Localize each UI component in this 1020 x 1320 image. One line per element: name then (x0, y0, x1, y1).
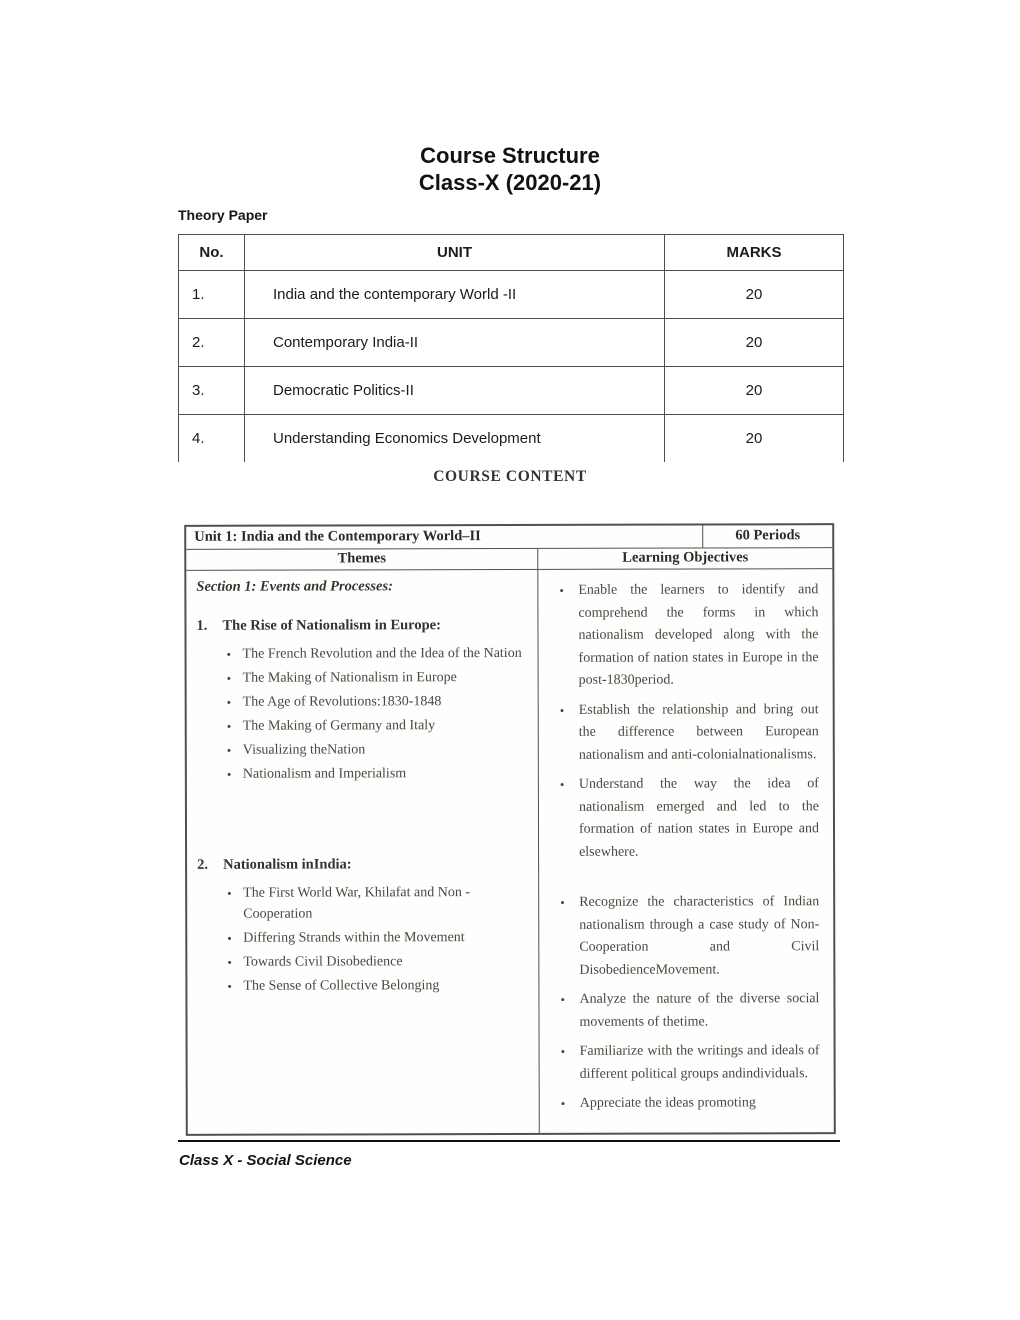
theory-paper-label: Theory Paper (178, 207, 268, 223)
unit-name: Contemporary India-II (245, 319, 665, 367)
unit-marks: 20 (665, 367, 844, 415)
marks-table (178, 234, 844, 462)
unit-marks: 20 (665, 319, 844, 367)
objective-item: • Analyze the nature of the diverse social movements of thetime. (579, 988, 819, 1034)
topic-2-bullets (197, 882, 524, 997)
row-number: 2. (179, 319, 245, 367)
topic-1-number: 1. (196, 617, 208, 634)
theme-bullet: • Differing Strands within the Movement (243, 927, 524, 949)
objective-item: • Appreciate the ideas promoting (580, 1092, 820, 1115)
footer-divider (178, 1140, 840, 1142)
row-number: 4. (179, 415, 245, 463)
marks-table-header-row (179, 235, 844, 271)
theme-bullet: • The Making of Nationalism in Europe (243, 667, 524, 689)
objective-item: • Understand the way the idea of nationalism emerged and led to the formation of nation states in Europe and elsewhere. (579, 773, 819, 864)
topic-2-heading: Nationalism inIndia: (223, 856, 352, 873)
theme-bullet: • The First World War, Khilafat and Non - Cooperation (243, 882, 524, 925)
unit-header: Unit 1: India and the Contemporary World–II (194, 528, 481, 545)
row-number: 3. (179, 367, 245, 415)
topic-1-title (196, 617, 523, 635)
table-row (179, 271, 844, 319)
topic-2 (197, 856, 524, 997)
unit-marks: 20 (665, 271, 844, 319)
row-number: 1. (179, 271, 245, 319)
objective-item: • Enable the learners to identify and comprehend the forms in which nationalism developed along with the formation of nation states in Europe in the post-1830period. (578, 579, 818, 692)
topic-2-title (197, 856, 524, 874)
objectives-column (538, 569, 833, 1132)
theme-bullet: • Towards Civil Disobedience (243, 951, 524, 973)
section-label: Section 1: Events and Processes: (196, 578, 393, 595)
unit-marks: 20 (665, 415, 844, 463)
marks-table-header-no: No. (179, 235, 245, 271)
theme-bullet: • The Making of Germany and Italy (243, 715, 524, 737)
course-content-table (184, 523, 836, 1135)
objective-item: • Establish the relationship and bring out the difference between European nationalism and anti-colonialnationalisms. (579, 699, 819, 767)
objective-item: • Familiarize with the writings and ideals of different political groups andindividuals. (580, 1040, 820, 1086)
unit-name: Democratic Politics-II (245, 367, 665, 415)
topic-1-bullets (197, 643, 524, 785)
theme-bullet: • The French Revolution and the Idea of the Nation (243, 643, 524, 665)
content-table-body (186, 569, 833, 1133)
table-row (179, 415, 844, 463)
topic-1-heading: The Rise of Nationalism in Europe: (222, 617, 441, 634)
themes-column-header: Themes (186, 549, 538, 570)
title-line-1: Course Structure (420, 143, 600, 168)
content-table-header-row (186, 525, 832, 550)
footer-label: Class X - Social Science (179, 1152, 352, 1169)
periods-label: 60 Periods (702, 525, 832, 547)
unit-name: Understanding Economics Development (245, 415, 665, 463)
content-table-subheader-row (186, 548, 832, 571)
topic-2-number: 2. (197, 856, 208, 873)
objective-item: • Recognize the characteristics of Indian nationalism through a case study of Non-Cooperation and Civil DisobedienceMovement. (579, 891, 819, 982)
marks-table-header-marks: MARKS (665, 235, 844, 271)
objectives-list (546, 575, 823, 1115)
course-content-heading: COURSE CONTENT (433, 468, 587, 485)
unit-name: India and the contemporary World -II (245, 271, 665, 319)
themes-column (186, 570, 539, 1133)
objectives-column-header: Learning Objectives (622, 549, 749, 566)
theme-bullet: • The Sense of Collective Belonging (243, 975, 524, 997)
marks-table-header-unit: UNIT (245, 235, 665, 271)
topic-1 (196, 617, 523, 785)
theme-bullet: • Nationalism and Imperialism (243, 763, 524, 785)
page-title (0, 142, 1020, 196)
table-row (179, 319, 844, 367)
theme-bullet: • Visualizing theNation (243, 739, 524, 761)
table-row (179, 367, 844, 415)
title-line-2: Class-X (2020-21) (418, 170, 602, 195)
theme-bullet: • The Age of Revolutions:1830-1848 (243, 691, 524, 713)
